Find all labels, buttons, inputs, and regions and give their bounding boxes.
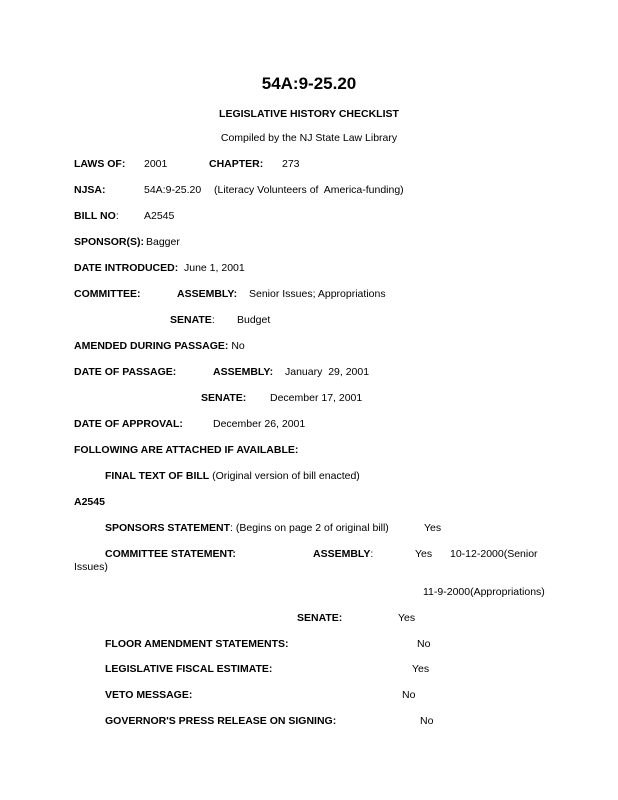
bill-no-label: BILL NO (74, 210, 116, 222)
fiscal-estimate-value: Yes (412, 663, 430, 675)
committee-senate-value: Budget (237, 314, 271, 326)
committee-statement-assembly-date1: 10-12-2000(Senior (450, 548, 538, 560)
committee-assembly-label: ASSEMBLY: (177, 288, 238, 300)
final-text-row (105, 470, 360, 483)
committee-statement-senate-label: SENATE: (297, 612, 343, 624)
committee-statement-senate-value: Yes (398, 612, 416, 624)
document-title: 54A:9-25.20 (261, 74, 357, 93)
date-of-passage-label: DATE OF PASSAGE: (74, 366, 177, 378)
laws-of-label: LAWS OF: (74, 158, 126, 170)
final-text-note: (Original version of bill enacted) (209, 470, 360, 482)
final-text-label: FINAL TEXT OF BILL (105, 470, 210, 482)
njsa-description: (Literacy Volunteers of America-funding) (214, 184, 404, 196)
floor-amendment-value: No (417, 638, 431, 650)
sponsors-statement-row (105, 522, 389, 535)
sponsors-statement-note: : (Begins on page 2 of original bill) (230, 522, 389, 534)
passage-assembly-value: January 29, 2001 (285, 366, 370, 378)
committee-assembly-value: Senior Issues; Appropriations (249, 288, 386, 300)
njsa-label: NJSA: (74, 184, 106, 196)
bill-no-value: A2545 (144, 210, 175, 222)
chapter-value: 273 (282, 158, 300, 170)
veto-message-value: No (402, 689, 416, 701)
document-subtitle: LEGISLATIVE HISTORY CHECKLIST (219, 108, 399, 120)
amended-label: AMENDED DURING PASSAGE: (74, 340, 229, 352)
committee-statement-assembly-row (313, 548, 373, 561)
sponsors-label: SPONSOR(S): (74, 236, 145, 248)
date-introduced-label: DATE INTRODUCED: (74, 262, 179, 274)
committee-statement-assembly-colon: : (370, 548, 374, 560)
passage-senate-value: December 17, 2001 (270, 392, 363, 404)
amended-row (74, 340, 245, 353)
press-release-value: No (420, 715, 434, 727)
committee-statement-label: COMMITTEE STATEMENT: (105, 548, 236, 560)
passage-senate-label: SENATE: (201, 392, 247, 404)
bill-no-colon: : (115, 210, 119, 222)
date-introduced-value: June 1, 2001 (184, 262, 245, 274)
fiscal-estimate-label: LEGISLATIVE FISCAL ESTIMATE: (105, 663, 273, 675)
passage-assembly-label: ASSEMBLY: (213, 366, 274, 378)
committee-statement-assembly-label: ASSEMBLY (313, 548, 371, 560)
veto-message-label: VETO MESSAGE: (105, 689, 193, 701)
bill-no-row (74, 210, 119, 223)
committee-statement-assembly-date2: 11-9-2000(Appropriations) (423, 586, 545, 598)
floor-amendment-label: FLOOR AMENDMENT STATEMENTS: (105, 638, 289, 650)
committee-label: COMMITTEE: (74, 288, 141, 300)
committee-statement-assembly-date1-cont: Issues) (74, 561, 108, 573)
sponsors-value: Bagger (146, 236, 180, 248)
committee-senate-row (170, 314, 215, 327)
date-of-approval-label: DATE OF APPROVAL: (74, 418, 183, 430)
committee-statement-assembly-value: Yes (415, 548, 433, 560)
committee-senate-colon: : (211, 314, 215, 326)
compiled-by: Compiled by the NJ State Law Library (220, 132, 398, 144)
sponsors-statement-value: Yes (424, 522, 442, 534)
date-of-approval-value: December 26, 2001 (213, 418, 306, 430)
amended-value: No (231, 340, 245, 352)
attached-heading: FOLLOWING ARE ATTACHED IF AVAILABLE: (74, 444, 299, 456)
laws-of-value: 2001 (144, 158, 168, 170)
sponsors-statement-label: SPONSORS STATEMENT (105, 522, 231, 534)
bill-ref: A2545 (74, 496, 105, 508)
press-release-label: GOVERNOR'S PRESS RELEASE ON SIGNING: (105, 715, 337, 727)
chapter-label: CHAPTER: (209, 158, 264, 170)
njsa-value: 54A:9-25.20 (144, 184, 202, 196)
committee-senate-label: SENATE (170, 314, 212, 326)
